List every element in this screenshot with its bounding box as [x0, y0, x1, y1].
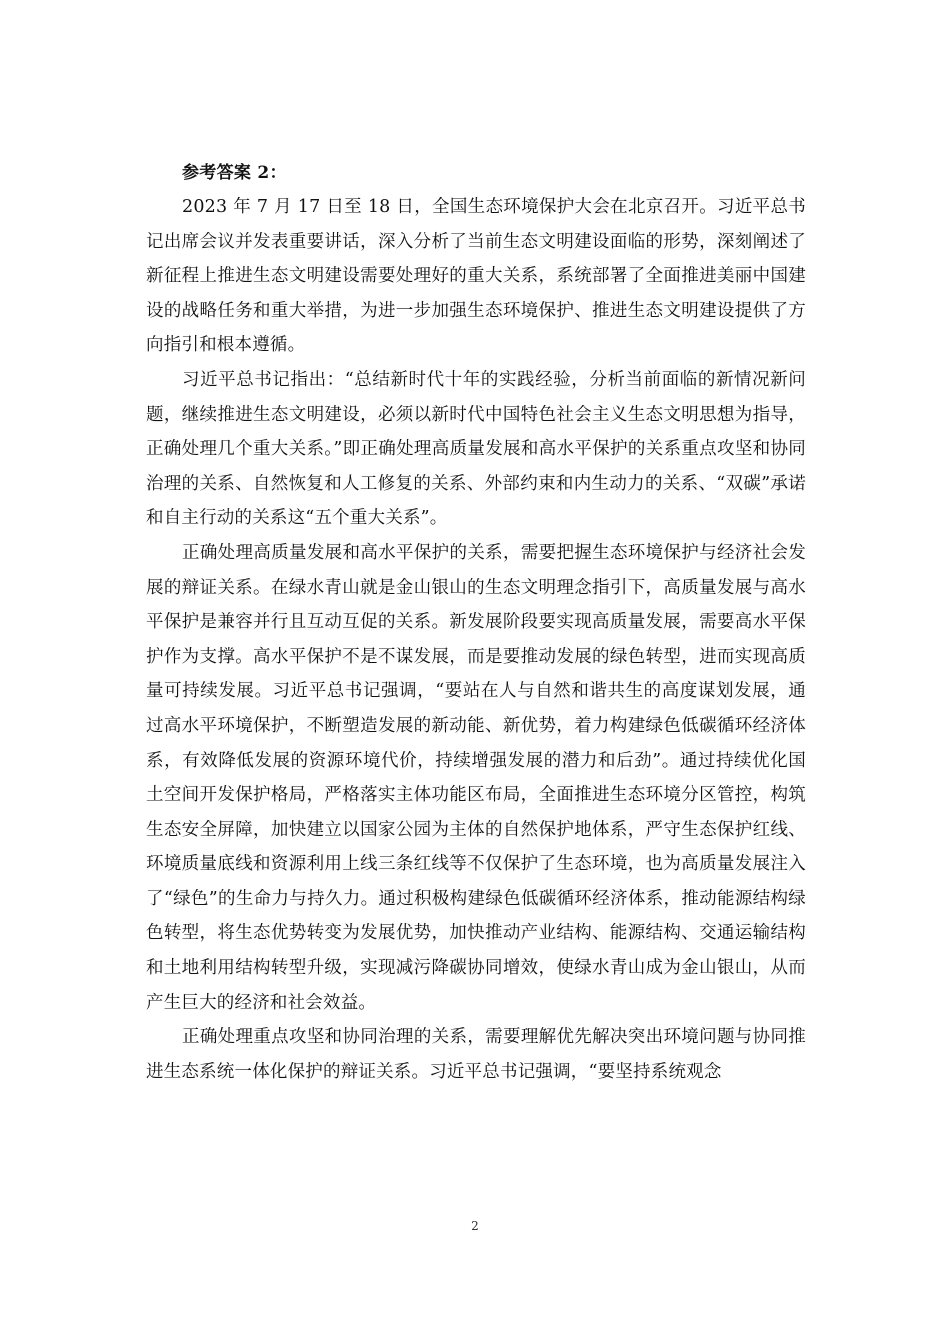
page-number: 2 — [471, 1219, 479, 1233]
paragraph-3: 正确处理高质量发展和高水平保护的关系，需要把握生态环境保护与经济社会发展的辩证关系。在绿水青山就是金山银山的生态文明理念指引下，高质量发展与高水平保护是兼容并行且互动互促的关系。新发展阶段要实现高质量发展，需要高水平保护作为支撑。高水平保护不是不谋发展，而是要推动发展的绿色转型，进而实现高质量可持续发展。习近平总书记强调，“要站在人与自然和谐共生的高度谋划发展，通过高水平环境保护，不断塑造发展的新动能、新优势，着力构建绿色低碳循环经济体系，有效降低发展的资源环境代价，持续增强发展的潜力和后劲”。通过持续优化国土空间开发保护格局，严格落实主体功能区布局，全面推进生态环境分区管控，构筑生态安全屏障，加快建立以国家公园为主体的自然保护地体系，严守生态保护红线、环境质量底线和资源利用上线三条红线等不仅保护了生态环境，也为高质量发展注入了“绿色”的生命力与持久力。通过积极构建绿色低碳循环经济体系，推动能源结构绿色转型，将生态优势转变为发展优势，加快推动产业结构、能源结构、交通运输结构和土地利用结构转型升级，实现减污降碳协同增效，使绿水青山成为金山银山，从而产生巨大的经济和社会效益。 — [146, 542, 806, 1013]
paragraph-1: 2023 年 7 月 17 日至 18 日，全国生态环境保护大会在北京召开。习近平总书记出席会议并发表重要讲话，深入分析了当前生态文明建设面临的形势，深刻阐述了新征程上推进生态文明建设需要处理好的重大关系，系统部署了全面推进美丽中国建设的战略任务和重大举措，为进一步加强生态环境保护、推进生态文明建设提供了方向指引和根本遵循。 — [146, 197, 806, 356]
section-heading: 参考答案 2： — [182, 163, 287, 183]
paragraph-4: 正确处理重点攻坚和协同治理的关系，需要理解优先解决突出环境问题与协同推进生态系统一体化保护的辩证关系。习近平总书记强调，“要坚持系统观念 — [146, 1027, 806, 1082]
document-body — [146, 156, 806, 1089]
paragraph-2: 习近平总书记指出：“总结新时代十年的实践经验，分析当前面临的新情况新问题，继续推进生态文明建设，必须以新时代中国特色社会主义生态文明思想为指导，正确处理几个重大关系。”即正确处理高质量发展和高水平保护的关系重点攻坚和协同治理的关系、自然恢复和人工修复的关系、外部约束和内生动力的关系、“双碳”承诺和自主行动的关系这“五个重大关系”。 — [146, 369, 806, 529]
